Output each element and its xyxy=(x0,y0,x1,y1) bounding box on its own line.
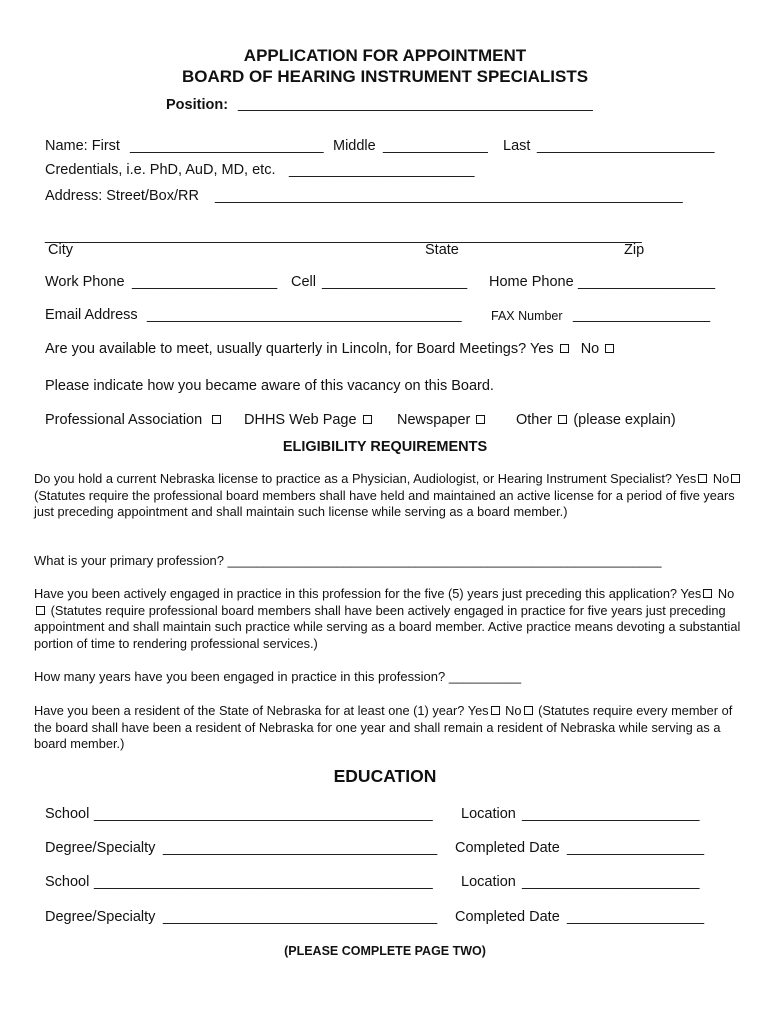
meet-no-label: No xyxy=(580,341,600,357)
credentials-field[interactable]: _______________________ xyxy=(289,162,475,178)
eligibility-heading: ELIGIBILITY REQUIREMENTS xyxy=(282,439,488,455)
meet-question: Are you available to meet, usually quarterly in Lincoln, for Board Meetings? xyxy=(45,341,527,357)
residency-yes-label: Yes xyxy=(467,703,489,718)
opt-professional xyxy=(45,412,223,428)
years-question-text: How many years have you been engaged in practice in this profession? xyxy=(34,669,446,684)
last-name-field[interactable]: ______________________ xyxy=(537,138,715,154)
degree-label-1: Degree/Specialty xyxy=(45,840,156,856)
address-line-2-field[interactable]: __________________________________________________________________________ xyxy=(45,228,642,244)
opt-newspaper-label: Newspaper xyxy=(397,412,471,428)
footer-note: (PLEASE COMPLETE PAGE TWO) xyxy=(284,944,486,958)
license-question-text: Do you hold a current Nebraska license to practice as a Physician, Audiologist, or Hearing Instrument Specialist? xyxy=(34,471,673,486)
fax-label: FAX Number xyxy=(491,309,563,323)
license-question xyxy=(34,471,746,521)
location-label-2: Location xyxy=(461,874,516,890)
email-label: Email Address xyxy=(45,307,138,323)
form-title: APPLICATION FOR APPOINTMENT xyxy=(243,46,527,65)
residency-question xyxy=(34,703,746,753)
opt-professional-checkbox[interactable] xyxy=(212,415,221,424)
location-field-1[interactable]: ______________________ xyxy=(522,806,700,822)
license-no-checkbox[interactable] xyxy=(731,474,740,483)
location-label-1: Location xyxy=(461,806,516,822)
practice-question-text: Have you been actively engaged in practice in this profession for the five (5) years just preceding this application? xyxy=(34,586,678,601)
completed-field-2[interactable]: _________________ xyxy=(567,909,705,925)
opt-dhhs-label: DHHS Web Page xyxy=(244,412,357,428)
zip-label: Zip xyxy=(624,242,645,258)
meet-no-checkbox[interactable] xyxy=(605,344,614,353)
degree-field-2[interactable]: __________________________________ xyxy=(163,909,438,925)
cell-label: Cell xyxy=(291,274,316,290)
fax-field[interactable]: _________________ xyxy=(573,307,711,323)
opt-newspaper-checkbox[interactable] xyxy=(476,415,485,424)
opt-newspaper xyxy=(397,412,487,428)
practice-no-label: No xyxy=(717,586,735,601)
city-label: City xyxy=(48,242,73,258)
first-name-label: Name: First xyxy=(45,138,120,154)
residency-no-label: No xyxy=(505,703,522,718)
work-phone-field[interactable]: __________________ xyxy=(132,274,278,290)
first-name-field[interactable]: ________________________ xyxy=(130,138,324,154)
practice-yes-label: Yes xyxy=(680,586,702,601)
license-no-label: No xyxy=(712,471,730,486)
aware-question: Please indicate how you became aware of this vacancy on this Board. xyxy=(45,378,494,394)
completed-label-1: Completed Date xyxy=(455,840,560,856)
residency-note: (Statutes require every member of the board shall have been a resident of Nebraska for one year and shall remain a resident of Nebraska while serving as a board member.) xyxy=(34,703,733,751)
opt-other-checkbox[interactable] xyxy=(558,415,567,424)
home-phone-label: Home Phone xyxy=(489,274,574,290)
middle-name-field[interactable]: _____________ xyxy=(383,138,488,154)
middle-name-label: Middle xyxy=(333,138,376,154)
position-field[interactable]: ____________________________________________ xyxy=(238,96,593,112)
profession-question-text: What is your primary profession? xyxy=(34,553,225,568)
home-phone-field[interactable]: _________________ xyxy=(578,274,716,290)
position-label: Position: xyxy=(166,97,229,113)
school-field-2[interactable]: __________________________________________ xyxy=(94,874,433,890)
school-label-2: School xyxy=(45,874,90,890)
residency-no-checkbox[interactable] xyxy=(524,706,533,715)
license-yes-checkbox[interactable] xyxy=(698,474,707,483)
meet-yes-label: Yes xyxy=(529,341,554,357)
credentials-label: Credentials, i.e. PhD, AuD, MD, etc. xyxy=(45,162,276,178)
residency-question-text: Have you been a resident of the State of Nebraska for at least one (1) year? xyxy=(34,703,465,718)
residency-yes-checkbox[interactable] xyxy=(491,706,500,715)
opt-other-label: Other xyxy=(516,412,553,428)
practice-note: (Statutes require professional board members shall have been actively engaged in practice for five years just preceding appointment and shall maintain such practice while serving as a board member. Active practice means devoting a substantial portion of time to rendering professional services.) xyxy=(34,602,741,651)
opt-dhhs-checkbox[interactable] xyxy=(363,415,372,424)
cell-field[interactable]: __________________ xyxy=(322,274,468,290)
license-yes-label: Yes xyxy=(675,471,697,486)
practice-yes-checkbox[interactable] xyxy=(703,589,712,598)
profession-question xyxy=(34,553,661,568)
school-field-1[interactable]: __________________________________________ xyxy=(94,806,433,822)
years-field[interactable]: __________ xyxy=(448,669,522,684)
degree-field-1[interactable]: __________________________________ xyxy=(163,840,438,856)
state-label: State xyxy=(425,242,459,258)
opt-professional-label: Professional Association xyxy=(45,412,203,428)
meet-yes-checkbox[interactable] xyxy=(560,344,569,353)
education-heading: EDUCATION xyxy=(333,766,437,786)
profession-field[interactable]: ____________________________________________________________ xyxy=(227,553,662,568)
completed-field-1[interactable]: _________________ xyxy=(567,840,705,856)
address-field[interactable]: __________________________________________________________ xyxy=(215,188,683,204)
opt-other xyxy=(516,412,676,428)
completed-label-2: Completed Date xyxy=(455,909,560,925)
work-phone-label: Work Phone xyxy=(45,274,125,290)
school-label-1: School xyxy=(45,806,90,822)
location-field-2[interactable]: ______________________ xyxy=(522,874,700,890)
license-note: (Statutes require the professional board members shall have held and maintained an active license for a period of five years just preceding appointment and shall maintain such license while serving as a board member.) xyxy=(34,487,735,519)
address-label: Address: Street/Box/RR xyxy=(45,188,199,204)
practice-question xyxy=(34,586,746,652)
meet-availability-row xyxy=(45,341,616,357)
opt-dhhs xyxy=(244,412,374,428)
degree-label-2: Degree/Specialty xyxy=(45,909,156,925)
email-field[interactable]: _______________________________________ xyxy=(147,307,462,323)
last-name-label: Last xyxy=(503,138,531,154)
practice-no-checkbox[interactable] xyxy=(36,606,45,615)
years-question xyxy=(34,669,521,684)
opt-other-note: (please explain) xyxy=(573,412,676,428)
form-subtitle: BOARD OF HEARING INSTRUMENT SPECIALISTS xyxy=(181,67,589,86)
